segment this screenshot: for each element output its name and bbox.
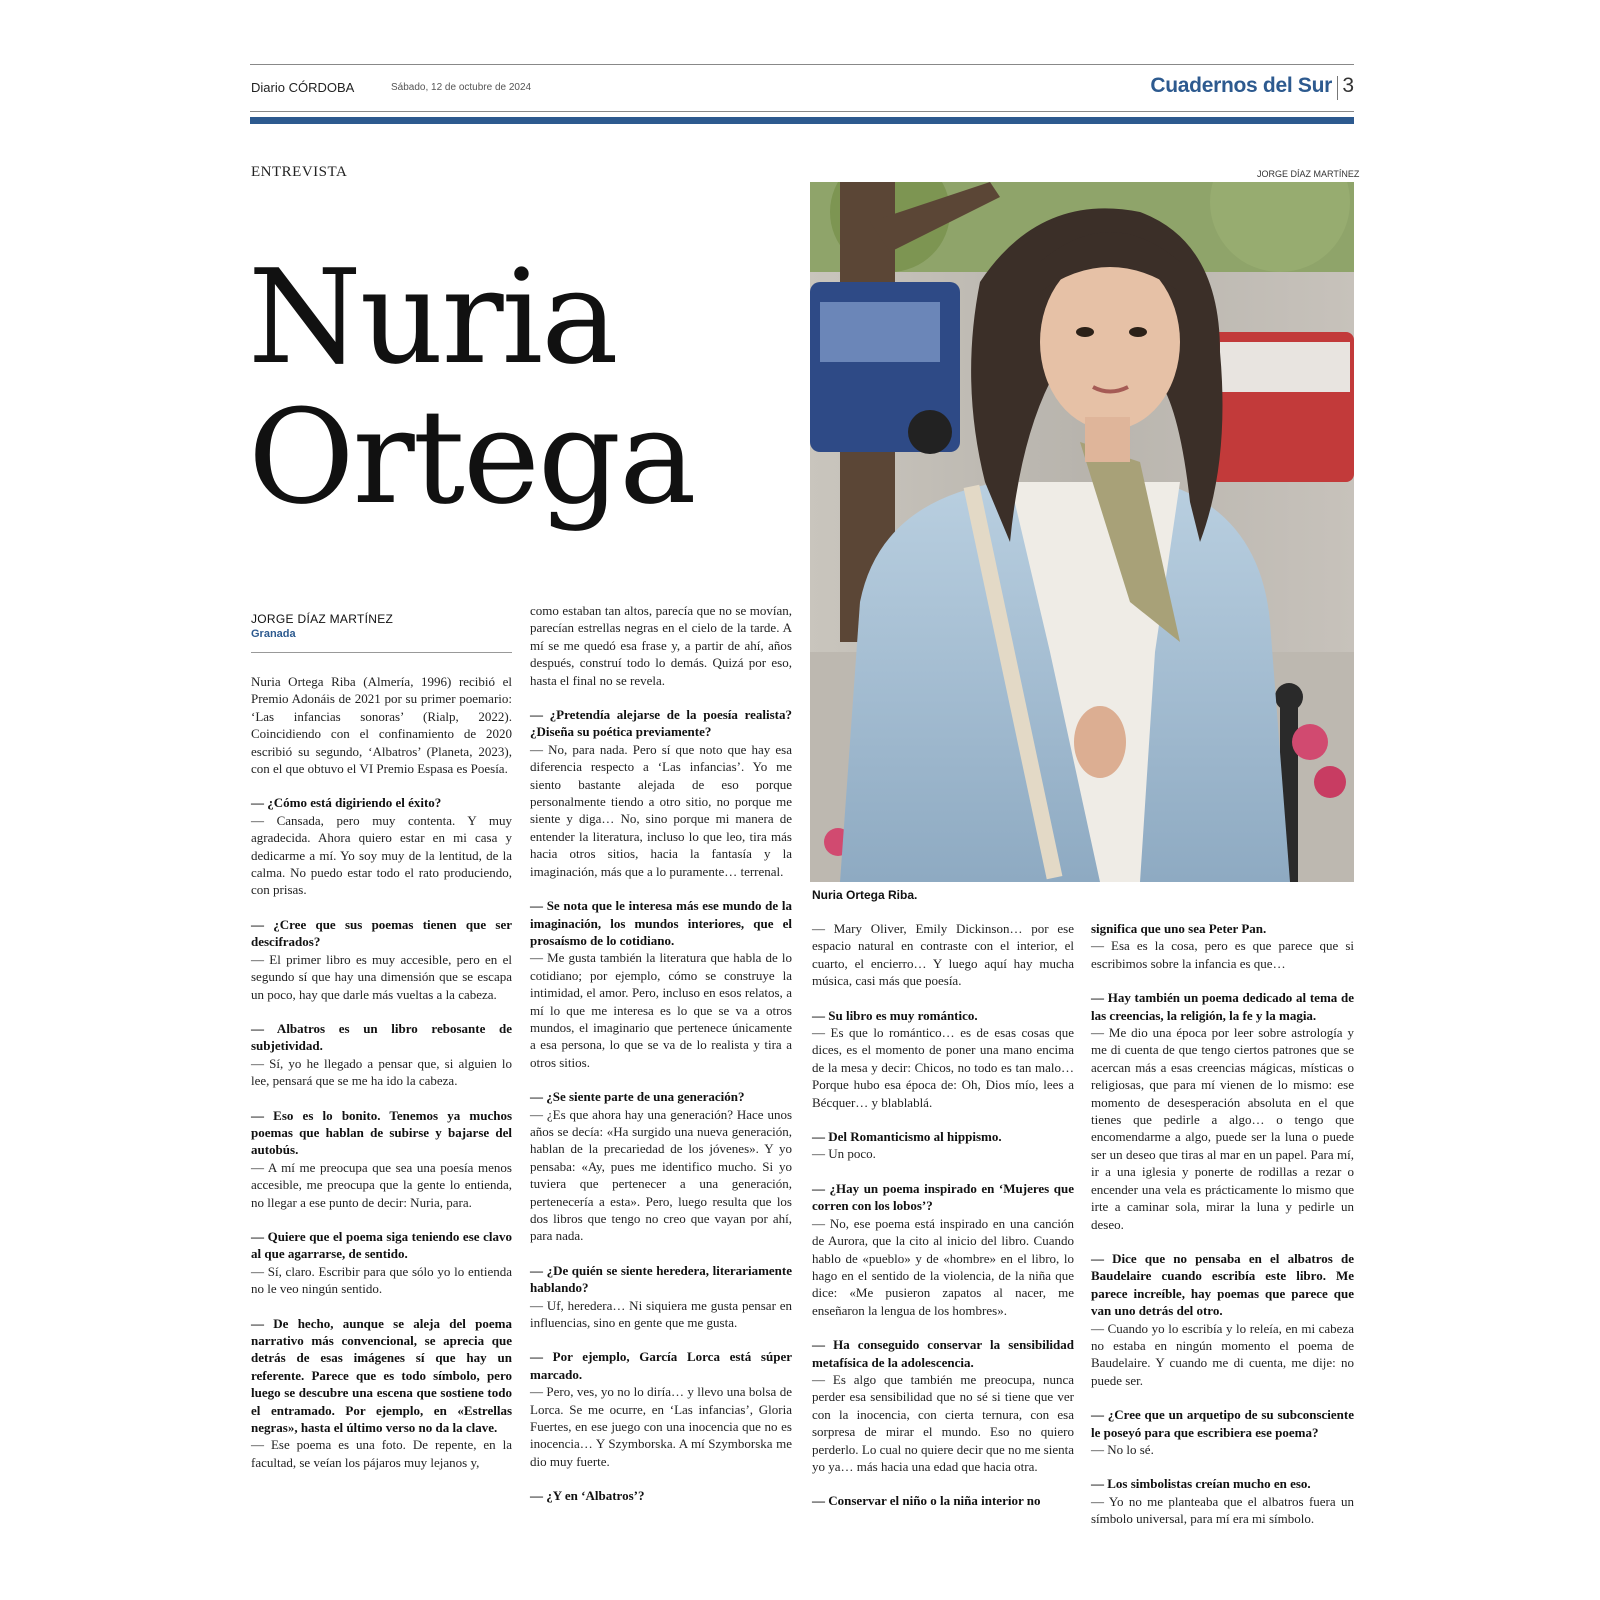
question: — Los simbolistas creían mucho en eso. — [1091, 1476, 1311, 1492]
qa-block — [530, 706, 792, 880]
column-2 — [530, 602, 792, 1522]
answer: — Cansada, pero muy contenta. Y muy agradecida. Ahora quiero estar en mi casa y dedicarme a mí. Yo soy muy de la lentitud, de la calma. No puedo estar todo el rato produciendo, con prisas. — [251, 812, 512, 898]
answer: — Ese poema es una foto. De repente, en la facultad, se veían los pájaros muy lejanos y, — [251, 1437, 512, 1470]
qa-block — [1091, 1250, 1354, 1389]
question: — ¿Hay un poema inspirado en ‘Mujeres que corren con los lobos’? — [812, 1180, 1074, 1214]
column-4 — [1091, 920, 1354, 1545]
issue-date: Sábado, 12 de octubre de 2024 — [391, 82, 532, 93]
question: — Por ejemplo, García Lorca está súper marcado. — [530, 1349, 792, 1382]
question: — Del Romanticismo al hippismo. — [812, 1129, 1002, 1145]
question: — ¿De quién se siente heredera, literariamente hablando? — [530, 1262, 792, 1296]
question: — Se nota que le interesa más ese mundo de la imaginación, los mundos interiores, que el prosaísmo de lo cotidiano. — [530, 898, 792, 948]
qa-block — [812, 1180, 1074, 1319]
question: — Conservar el niño o la niña interior no — [812, 1493, 1041, 1509]
question: — De hecho, aunque se aleja del poema narrativo más convencional, se aprecia que detrás de esas imágenes sí que hay un referente. Parece que es todo símbolo, pero luego se descubre una escena que sostiene todo el entramado. Por ejemplo, en «Estrellas negras», hasta el último verso no da la clave. — [251, 1315, 512, 1436]
question: — Hay también un poema dedicado al tema de las creencias, la religión, la fe y la magia. — [1091, 990, 1354, 1023]
answer: — Me gusta también la literatura que habla de lo cotidiano; por ejemplo, cómo se construye la intimidad, el amor. Pero, incluso en esos relatos, a mí lo que me interesa es lo que se va a otros mundos, el imaginario que pertenece únicamente a esa persona, lo que se va de lo realista y tira a otros sitios. — [530, 950, 792, 1070]
qa-block — [251, 1315, 512, 1472]
qa-block — [812, 1128, 1074, 1163]
question: — Ha conseguido conservar la sensibilidad metafísica de la adolescencia. — [812, 1337, 1074, 1370]
answer: — Pero, ves, yo no lo diría… y llevo una bolsa de Lorca. Se me ocurre, en ‘Las infancias’, Gloria Fuertes, en ese juego con una inocencia que no es inocencia… Y Szymborska. A mí Szymborska me dio muy fuerte. — [530, 1384, 792, 1469]
answer: — ¿Es que ahora hay una generación? Hace unos años se decía: «Ha surgido una nueva generación, hablan de la precariedad de los jóvenes». Y yo pensaba: «Ay, pues me identifico mucho. Si yo tuviera que pertenecer a una generación, pertenecería a esta». Pero, luego resulta que los dos libros que tengo no creo que vayan por ahí, para nada. — [530, 1106, 792, 1244]
qa-block — [251, 1020, 512, 1090]
photo-credit: JORGE DÍAZ MARTÍNEZ — [1257, 169, 1360, 179]
answer: — Sí, claro. Escribir para que sólo yo lo entienda no le veo ningún sentido. — [251, 1263, 512, 1297]
answer: — Yo no me planteaba que el albatros fuera un símbolo universal, para mí era mi símbolo. — [1091, 1493, 1354, 1527]
question: — ¿Y en ‘Albatros’? — [530, 1488, 645, 1504]
answer: — No lo sé. — [1091, 1441, 1154, 1457]
qa-block — [530, 1348, 792, 1470]
answer: — Un poco. — [812, 1146, 876, 1162]
headline-last-name: Ortega — [248, 381, 695, 533]
question: — Su libro es muy romántico. — [812, 1007, 978, 1023]
qa-block — [251, 794, 512, 898]
answer-continued: como estaban tan altos, parecía que no se movían, parecían estrellas negras en el cielo de la tarde. A mí se me quedó esa frase y, a partir de ahí, años después, construí todo lo demás. Quizá por eso, hasta el final no se revela. — [530, 603, 792, 688]
question: — ¿Cómo está digiriendo el éxito? — [251, 795, 442, 811]
answer: — No, para nada. Pero sí que noto que hay esa diferencia respecto a ‘Las infancias’. Yo me siento bastante alejada de eso porque personalmente tiendo a otro sitio, no porque me siente y diga… No, sino porque mi manera de entender la literatura, incluso lo que leo, tira más hacia otros sitios, hacia la fantasía y la imaginación, más que a lo puramente… terrenal. — [530, 741, 792, 879]
qa-block — [251, 1228, 512, 1298]
question: — ¿Cree que un arquetipo de su subconsciente le poseyó para que escribiera ese poema? — [1091, 1407, 1354, 1440]
question: — Quiere que el poema siga teniendo ese clavo al que agarrarse, de sentido. — [251, 1228, 512, 1262]
qa-block — [1091, 920, 1354, 972]
column-3 — [812, 920, 1074, 1527]
header-top-rule — [250, 64, 1354, 65]
qa-block — [1091, 1406, 1354, 1458]
qa-block — [530, 1262, 792, 1332]
header-color-bar — [250, 117, 1354, 124]
question: — Dice que no pensaba en el albatros de Baudelaire cuando escribía este libro. Me parece increíble, hay poemas que parece que van uno detrás del otro. — [1091, 1250, 1354, 1319]
answer: — Es algo que también me preocupa, nunca perder esa sensibilidad que no sé si tiene que ver con la inocencia, con cierta ternura, con esa sorpresa de mirar el mundo. Eso no quiero perderlo. Lo cual no quiere decir que no me sienta yo ya… más hacia una edad que hacia otra. — [812, 1371, 1074, 1474]
page-number: 3 — [1342, 74, 1354, 97]
qa-block — [1091, 989, 1354, 1233]
headline-first-name: Nuria — [248, 241, 617, 393]
answer: — No, ese poema está inspirado en una canción de Aurora, que la cito al inicio del libro. Cuando hablo de «pueblo» y de «hombre» en el libro, lo hago en el sentido de la violencia, de la niña que dice: «Me pusieron zapatos al nacer, me enseñaron la lengua de los hombres». — [812, 1215, 1074, 1318]
qa-block — [251, 1107, 512, 1211]
answer: — Sí, yo he llegado a pensar que, si alguien lo lee, pensará que se me ha ido la cabeza. — [251, 1055, 512, 1089]
newspaper-name: Diario CÓRDOBA — [251, 80, 355, 95]
answer: — Es que lo romántico… es de esas cosas que dices, es el momento de poner una mano encima de la mesa y decir: Chicos, no todo es tan malo… Porque hubo esa época de: Oh, Dios mío, lees a Bécquer… y blablablá. — [812, 1025, 1074, 1110]
question: — ¿Pretendía alejarse de la poesía realista? ¿Diseña su poética previamente? — [530, 707, 792, 740]
qa-block — [812, 1007, 1074, 1111]
qa-block — [812, 1336, 1074, 1475]
question-continued: significa que uno sea Peter Pan. — [1091, 921, 1267, 936]
question: — Eso es lo bonito. Tenemos ya muchos poemas que hablan de subirse y bajarse del autobús. — [251, 1107, 512, 1158]
byline-author: JORGE DÍAZ MARTÍNEZ — [251, 612, 394, 626]
article-kicker: ENTREVISTA — [251, 164, 348, 180]
question: — ¿Cree que sus poemas tienen que ser descifrados? — [251, 916, 512, 950]
qa-block — [530, 1487, 792, 1504]
qa-block — [1091, 1475, 1354, 1527]
photo-caption: Nuria Ortega Riba. — [812, 888, 918, 902]
answer: — Me dio una época por leer sobre astrología y me di cuenta de que tengo ciertos patrones que se acercan más a esas creencias mágicas, místicas o religiosas, que para mí vienen de lo mismo: ese momento de desesperación absoluta en el que tienes que pedirle a algo… o tengo que encomendarme a algo, puede ser la luna o puede ser un deseo que tiras al mar en un papel. Para mí, ir a una iglesia y ponerte de rodillas a rezar o encender una vela es prácticamente lo mismo que irte a caminar sola, mirar la luna y pedirle un deseo. — [1091, 1025, 1354, 1232]
answer: — A mí me preocupa que sea una poesía menos accesible, me preocupa que la gente lo entienda, no llegar a ese punto de decir: Nuria, para. — [251, 1159, 512, 1210]
qa-block — [812, 1492, 1074, 1509]
byline-location: Granada — [251, 628, 296, 640]
answer: — Mary Oliver, Emily Dickinson… por ese espacio natural en contraste con el interior, el cuarto, el encierro… Y luego aquí hay mucha música, casi más que poesía. — [812, 921, 1074, 989]
page-separator — [1337, 76, 1338, 100]
qa-block — [530, 897, 792, 1071]
answer: — El primer libro es muy accesible, pero en el segundo sí que hay una dimensión que se escapa un poco, hay que darle más vueltas a la cabeza. — [251, 951, 512, 1002]
qa-block — [251, 916, 512, 1003]
question: — Albatros es un libro rebosante de subjetividad. — [251, 1020, 512, 1054]
portrait-photo — [810, 182, 1354, 882]
answer: — Esa es la cosa, pero es que parece que si escribimos sobre la infancia es que… — [1091, 938, 1354, 971]
answer: — Uf, heredera… Ni siquiera me gusta pensar en influencias, sino en gente que me gusta. — [530, 1297, 792, 1331]
question: — ¿Se siente parte de una generación? — [530, 1089, 745, 1105]
answer: — Cuando yo lo escribía y lo releía, en mi cabeza no estaba en ningún momento el poema de Baudelaire. Y cuando me di cuenta, me dije: no puede ser. — [1091, 1320, 1354, 1388]
qa-block — [530, 1088, 792, 1245]
header-rule — [250, 111, 1354, 112]
intro-paragraph: Nuria Ortega Riba (Almería, 1996) recibió el Premio Adonáis de 2021 por su primer poemario: ‘Las infancias sonoras’ (Rialp, 2022). Coincidiendo con el confinamiento de 2020 escribió su segundo, ‘Albatros’ (Planeta, 2023), con el que obtuvo el VI Premio Espasa es Poesía. — [251, 674, 512, 777]
section-name: Cuadernos del Sur — [1150, 74, 1332, 97]
byline-rule — [251, 652, 512, 653]
column-1 — [251, 673, 512, 1488]
